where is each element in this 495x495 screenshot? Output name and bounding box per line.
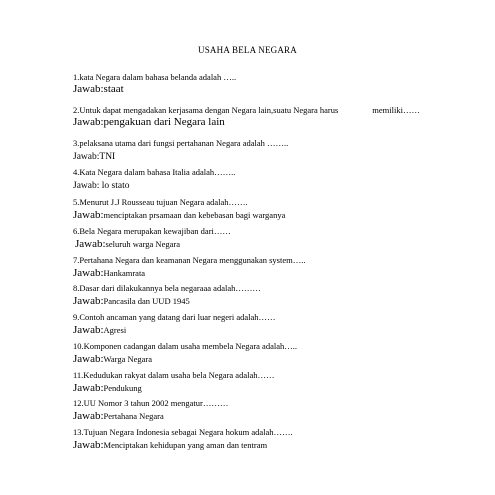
answer-text: menciptakan prsamaan dan kebebasan bagi warganya (103, 210, 286, 220)
qa-item-2 (73, 105, 483, 129)
question: 3.pelaksana utama dari fungsi pertahanan Negara adalah …….. (73, 138, 289, 148)
answer-text: Pancasila dan UUD 1945 (103, 296, 190, 306)
answer-text: Pendukung (103, 383, 142, 393)
question: 13.Tujuan Negara Indonesia sebagai Negara hokum adalah……. (73, 427, 293, 437)
answer-text: seluruh warga Negara (105, 239, 180, 249)
qa-item-6 (73, 226, 483, 250)
answer-label: Jawab: (73, 209, 104, 221)
answer (73, 409, 483, 422)
qa-item-12 (73, 398, 483, 422)
question: 11.Kedudukan rakyat dalam usaha bela Negara adalah…… (73, 370, 275, 380)
answer (73, 178, 483, 192)
qa-item-1 (73, 72, 483, 96)
question: 12.UU Nomor 3 tahun 2002 mengatur……… (73, 398, 229, 408)
answer-text: Warga Negara (103, 354, 153, 364)
answer-text: Pertahana Negara (103, 411, 164, 421)
qa-item-4 (73, 167, 483, 192)
answer-label: Jawab: (73, 83, 104, 95)
answer-label: Jawab: (73, 181, 100, 191)
question: 9.Contoh ancaman yang datang dari luar negeri adalah…… (73, 312, 276, 322)
answer (73, 438, 483, 451)
answer-text: staat (103, 83, 124, 95)
answer-text: Hankamrata (103, 268, 146, 278)
question: 4.Kata Negara dalam bahasa Italia adalah…….. (73, 167, 236, 177)
answer-text: TNI (99, 152, 116, 162)
qa-item-7 (73, 255, 483, 279)
answer (73, 381, 483, 394)
answer-text: lo stato (99, 181, 130, 191)
question-trail: memiliki…… (372, 105, 420, 115)
answer-label: Jawab: (73, 152, 100, 162)
answer (73, 237, 483, 250)
question (73, 105, 483, 116)
answer-label: Jawab: (73, 439, 104, 451)
answer-text: Menciptakan kehidupan yang aman dan tentram (103, 440, 268, 450)
answer-label: Jawab: (73, 410, 104, 422)
answer-text: Agresi (103, 325, 127, 335)
answer (73, 266, 483, 279)
page-title: USAHA BELA NEGARA (198, 45, 297, 55)
question: 8.Dasar dari dilakukannya bela negaraaa adalah……… (73, 283, 261, 293)
answer (73, 149, 483, 163)
answer-label: Jawab: (73, 295, 104, 307)
answer-label: Jawab: (73, 116, 104, 128)
answer (73, 352, 483, 365)
question: 6.Bela Negara merupakan kewajiban dari…… (73, 226, 231, 236)
question: 5.Menurut J.J Rousseau tujuan Negara adalah……. (73, 197, 248, 207)
answer-label: Jawab: (73, 353, 104, 365)
qa-item-5 (73, 197, 483, 221)
qa-item-10 (73, 341, 483, 365)
qa-item-3 (73, 138, 483, 163)
answer-text: pengakuan dari Negara lain (103, 116, 225, 128)
qa-item-8 (73, 283, 483, 307)
question-text: 2.Untuk dapat mengadakan kerjasama dengan Negara lain,suatu Negara harus (73, 105, 339, 115)
qa-item-13 (73, 427, 483, 451)
answer-label: Jawab: (75, 238, 106, 250)
answer (73, 294, 483, 307)
qa-item-11 (73, 370, 483, 394)
question: 10.Komponen cadangan dalam usaha membela Negara adalah….. (73, 341, 297, 351)
answer (73, 116, 483, 129)
qa-item-9 (73, 312, 483, 336)
question: 7.Pertahana Negara dan keamanan Negara menggunakan system….. (73, 255, 306, 265)
answer (73, 208, 483, 221)
answer (73, 323, 483, 336)
answer-label: Jawab: (73, 267, 104, 279)
answer (73, 83, 483, 96)
question: 1.kata Negara dalam bahasa belanda adalah ….. (73, 72, 237, 82)
answer-label: Jawab: (73, 382, 104, 394)
answer-label: Jawab: (73, 324, 104, 336)
